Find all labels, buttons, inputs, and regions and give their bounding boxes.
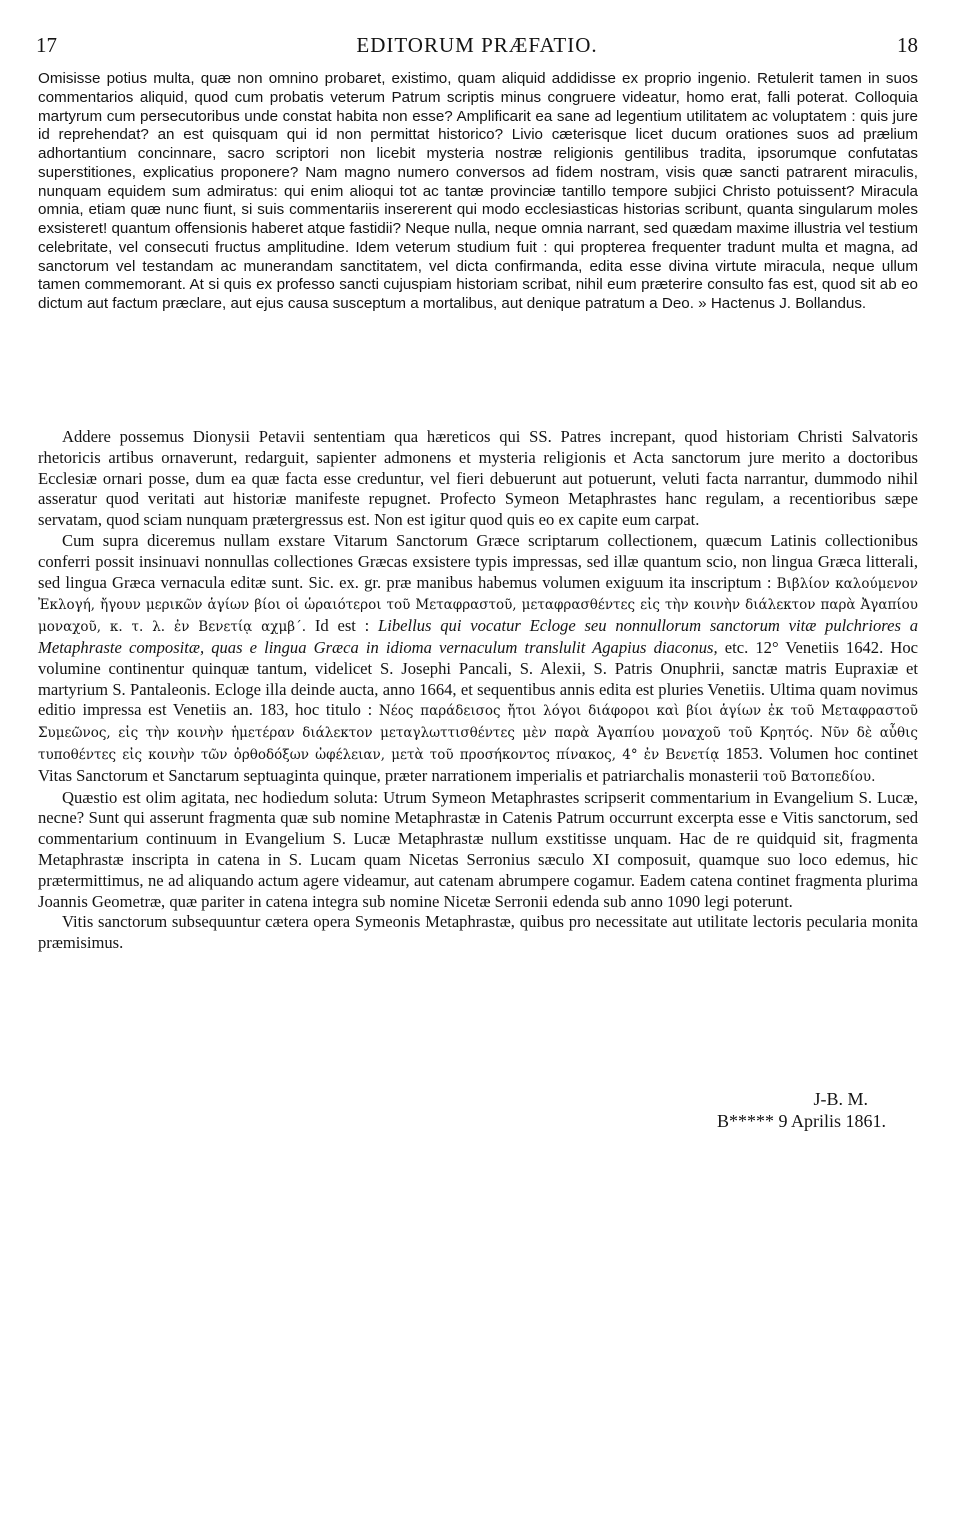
- latin-translation-italic: Libellus qui vocatur Ecloge seu nonnullorum sanctorum vitæ pulchriores a Metaphraste compositæ, quas e lingua Græca in idioma vernaculum translulit Agapius diaconus,: [38, 616, 918, 657]
- greek-title-1: Βιβλίον καλούμενον Ἐκλογή, ἤγουν μερικῶν ἁγίων βίοι οἱ ὡραιότεροι τοῦ Μεταφραστοῦ, μεταφρασθέντες εἰς τὴν κοινὴν διάλεκτον παρὰ Ἀγαπίου μοναχοῦ, κ. τ. λ. ἐν Βενετίᾳ αχμβ΄.: [38, 575, 918, 636]
- para2-text-b: Id est :: [314, 616, 370, 636]
- paragraph-commentary-question: Quæstio est olim agitata, nec hodiedum soluta: Utrum Symeon Metaphrastes scripserit commentarium in Evangelium S. Lucæ, necne? Sunt qui asserunt fragmenta quæ sub nomine Metaphrastæ in Catenis Patrum occurrunt excerpta esse e Vitis sanctorum, sed commentarium continuum in Evangelium S. Lucæ Metaphrastæ nullum exstitisse unquam. Hac de re quidquid sit, fragmenta Metaphrastæ inscripta in catena in S. Lucam quam Nicetas Serronius sæculo XI composuit, quamque suo loco edemus, hic prætermittimus, ne ad aliquando actum agere videamur, aut catenam abrumpere cogamur. Eadem catena continet fragmenta plurima Joannis Geometræ, quæ pariter in catena integra sub nomine Nicetæ Serronii edenda sub anno 1090 legi poterunt.: [38, 787, 918, 911]
- para2-text-d: 1853. Volumen hoc continet Vitas Sanctorum et Sanctarum septuaginta quinque, præter narrationem imperialis et patriarchalis monasterii: [38, 743, 919, 785]
- page-number-right: 18: [897, 33, 918, 57]
- page-title: EDITORUM PRÆFATIO.: [356, 33, 598, 57]
- running-header: [36, 30, 918, 60]
- main-text: [38, 427, 918, 954]
- greek-title-2: Νέος παράδεισος ἤτοι λόγοι διάφοροι καὶ βίοι ἁγίων ἐκ τοῦ Μεταφραστοῦ Συμεῶνος, εἰς τὴν κοινὴν ἡμετέραν διάλεκτον μεταγλωττισθέντες μὲν παρὰ Ἀγαπίου μοναχοῦ τοῦ Κρητός. Νῦν δὲ αὖθις τυποθέντες εἰς κοινὴν τῶν ὀρθοδόξων ὠφέλειαν, μετὰ τοῦ προσήκοντος πίνακος, 4° ἐν Βενετίᾳ: [38, 703, 918, 763]
- paragraph-petavius: Addere possemus Dionysii Petavii sententiam qua hæreticos qui SS. Patres increpant, quod historiam Christi Salvatoris rhetoricis artibus ornaverunt, redarguit, sapienter admonens et mysteria religionis et Acta sanctorum jure merito a doctoribus Ecclesiæ ornari posse, dum ea quæ facta esse creduntur, vel fieri debuerunt aut potuerunt, veluti facta narrantur, dummodo nihil asseratur quod veritati aut historiæ manifeste repugnet. Profecto Symeon Metaphrastes hanc regulam, a recentioribus sæpe servatam, quod sciam nunquam prætergressus est. Non est igitur quod quis eo ex capite eum carpat.: [38, 427, 918, 530]
- paragraph-closing: Vitis sanctorum subsequuntur cætera opera Symeonis Metaphrastæ, quibus pro necessitate aut utilitate lectoris pecularia monita præmisimus.: [38, 912, 918, 953]
- quote-paragraph: Omisisse potius multa, quæ non omnino probaret, existimo, quam aliquid addidisse ex proprio ingenio. Retulerit tamen in suos commentarios aliquid, quod cum probatis veterum Patrum scriptis minus congruere videatur, homo erat, falli poterat. Colloquia martyrum cum persecutoribus unde constat habita non esse? Amplificarit ea sane ad legentium utilitatem ac voluptatem : quis jure id reprehendat? an est quisquam qui id non permittat historico? Livio cæterisque licet ducum orationes suos ad prælium adhortantium concinnare, sacro scriptori non licebit mysteria nostræ religionis gentilibus tradita, ipsorumque confutatas superstitiones, explicatius proponere? Nam magno numero conversos ad fidem nostram, visis quæ sancti patrarent miraculis, nunquam equidem sum admiratus: qui enim alioqui tot ac tantæ provinciæ tantillo tempore subjici Christo potuissent? Miracula omnia, etiam quæ nunc fiunt, si suis commentariis insererent qui modo ecclesiasticas historias scribunt, quanta singularum moles exsisteret! quantum offensionis haberet atque fastidii? Neque nulla, neque omnia narrant, sed quædam maxime illustria vel testium celebritate, vel consecuti fructus amplitudine. Idem veterum studium fuit : qui propterea frequenter tradunt multa et magna, ad sanctorum vel testandam ac munerandam sanctitatem, vel dicta confirmanda, edita esse divina virtute miracula, neque ullum tamen commemorant. At si quis ex professo sancti cujuspiam historiam scribat, nihil eum præterire consulto fas est, quod sit ab eo dictum aut factum præclare, aut ejus causa susceptum a mortalibus, aut denique patratum a Deo. » Hactenus J. Bollandus.: [38, 70, 918, 312]
- quoted-passage: [38, 70, 918, 314]
- signature-block: [716, 1088, 886, 1132]
- page-number-left: 17: [36, 33, 57, 57]
- para2-text-c: etc. 12° Venetiis 1642. Hoc volumine continentur quinquæ tantum, videlicet S. Josephi Pancali, S. Alexii, S. Patris Onuphrii, sanctæ matris Eupraxiæ et martyrium S. Pantaleonis. Ecloge illa deinde aucta, anno 1664, et sequentibus annis edita est pluries Venetiis. Ultima quam novimus editio impressa est Venetiis an. 183, hoc titulo :: [38, 637, 918, 720]
- para2-text-a: Cum supra diceremus nullam exstare Vitarum Sanctorum Græce scriptarum collectionem, quæcum Latinis collectionibus conferri possit insinuavi nonnullas collectiones Græcas exsistere typis impressas, sed illæ quantum scio, non lingua Græca litterali, sed lingua Græca vernacula editæ sunt. Sic. ex. gr. præ manibus habemus volumen exiguum ita inscriptum :: [38, 530, 918, 592]
- paragraph-greek-collections: [38, 531, 918, 788]
- signature-initials: J-B. M.: [813, 1089, 868, 1109]
- greek-monastery: τοῦ Βατοπεδίου.: [762, 768, 876, 785]
- signature-place-date: B***** 9 Aprilis 1861.: [716, 1111, 886, 1131]
